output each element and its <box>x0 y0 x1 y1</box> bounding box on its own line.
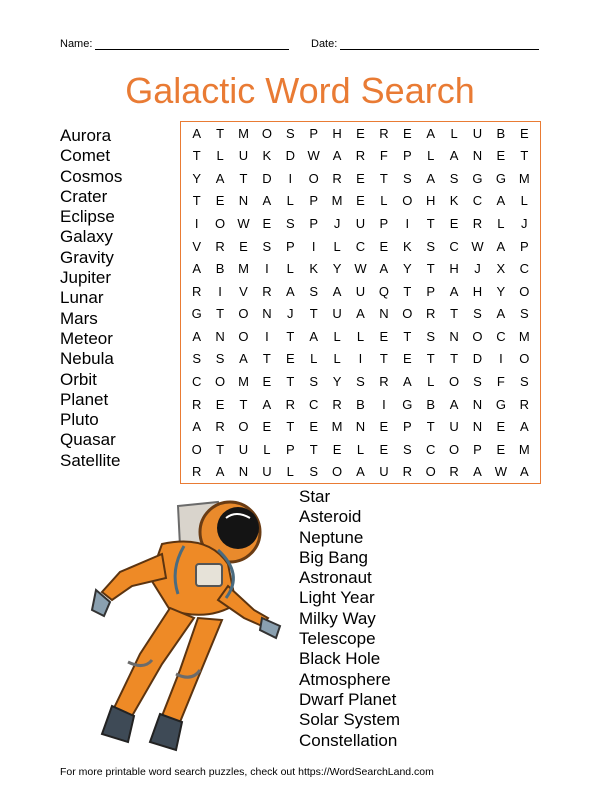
grid-letter: I <box>382 396 386 412</box>
grid-letter: T <box>216 306 225 322</box>
grid-letter: T <box>239 396 248 412</box>
grid-letter: I <box>311 238 316 254</box>
grid-letter: E <box>262 419 272 435</box>
grid-letter: T <box>192 148 201 164</box>
grid-letter: Y <box>402 261 412 277</box>
grid-letter: A <box>426 125 436 141</box>
grid-letter: S <box>402 441 412 457</box>
grid-letter: U <box>472 125 483 141</box>
grid-letter: T <box>450 351 459 367</box>
grid-letter: R <box>332 396 342 412</box>
grid-letter: I <box>265 261 269 277</box>
footer-note: For more printable word search puzzles, check out https://WordSearchLand.com <box>60 766 434 778</box>
grid-letter: E <box>239 238 248 254</box>
grid-letter: E <box>332 441 342 457</box>
grid-letter: T <box>520 148 529 164</box>
grid-letter: Y <box>332 261 342 277</box>
grid-letter: W <box>471 238 484 254</box>
grid-letter: E <box>379 419 389 435</box>
word-item: Black Hole <box>299 649 381 669</box>
grid-letter: L <box>450 125 458 141</box>
word-list-bottom <box>299 487 400 751</box>
grid-letter: L <box>356 441 365 457</box>
grid-letter: F <box>379 148 388 164</box>
grid-letter: E <box>496 441 506 457</box>
grid-letter: S <box>192 351 202 367</box>
grid-letter: R <box>355 148 366 164</box>
grid-letter: B <box>356 396 365 412</box>
grid-letter: N <box>379 306 389 322</box>
grid-letter: C <box>472 193 483 209</box>
word-item: Gravity <box>60 247 114 267</box>
grid-letter: A <box>262 193 272 209</box>
grid-letter: A <box>402 373 412 389</box>
grid-letter: R <box>192 464 202 480</box>
grid-letter: D <box>262 170 272 186</box>
word-item: Big Bang <box>299 547 368 567</box>
grid-letter: M <box>238 125 249 141</box>
grid-letter: T <box>192 193 201 209</box>
grid-letter: L <box>263 441 271 457</box>
grid-letter: G <box>402 396 413 412</box>
grid-letter: V <box>239 283 248 299</box>
grid-letter: M <box>518 170 530 186</box>
grid-letter: C <box>496 328 506 344</box>
grid-letter: R <box>192 396 202 412</box>
grid-letter: K <box>309 261 319 277</box>
grid-letter: M <box>331 193 343 209</box>
grid-letter: C <box>425 441 436 457</box>
grid-letter: K <box>402 238 412 254</box>
grid-letter: T <box>286 328 295 344</box>
word-item: Galaxy <box>60 227 113 247</box>
word-item: Constellation <box>299 730 398 750</box>
grid-letter: H <box>425 193 436 209</box>
word-item: Eclipse <box>60 207 115 227</box>
word-item: Planet <box>60 389 109 409</box>
grid-letter: S <box>309 373 319 389</box>
word-item: Pluto <box>60 410 99 430</box>
word-search-grid <box>180 121 541 484</box>
grid-letter: A <box>285 283 295 299</box>
grid-letter: A <box>496 306 506 322</box>
grid-letter: F <box>496 373 505 389</box>
grid-letter: U <box>355 283 366 299</box>
grid-letter: X <box>496 261 506 277</box>
grid-letter: T <box>286 419 295 435</box>
grid-letter: T <box>379 351 388 367</box>
grid-letter: A <box>449 283 459 299</box>
grid-letter: L <box>310 351 318 367</box>
grid-letter: S <box>519 306 529 322</box>
astronaut-illustration <box>58 494 288 762</box>
grid-letter: P <box>402 148 412 164</box>
word-item: Crater <box>60 186 108 206</box>
grid-letter: O <box>449 441 460 457</box>
grid-letter: O <box>449 373 460 389</box>
grid-letter: L <box>286 464 294 480</box>
grid-letter: S <box>262 238 272 254</box>
grid-letter: L <box>497 216 505 232</box>
grid-letter: P <box>519 238 529 254</box>
grid-letter: Y <box>192 170 202 186</box>
page-title: Galactic Word Search <box>125 70 475 111</box>
grid-letter: E <box>356 170 365 186</box>
word-item: Meteor <box>60 328 113 348</box>
grid-letter: P <box>402 419 412 435</box>
grid-letter: P <box>309 193 319 209</box>
grid-letter: I <box>288 170 293 186</box>
grid-letter: K <box>262 148 272 164</box>
grid-letter: N <box>472 396 483 412</box>
grid-letter: S <box>309 283 319 299</box>
grid-letter: N <box>472 419 483 435</box>
grid-letter: C <box>519 261 529 277</box>
grid-letter: O <box>238 328 249 344</box>
grid-letter: S <box>473 306 482 322</box>
grid-letter: R <box>332 170 342 186</box>
grid-letter: Q <box>378 283 389 299</box>
grid-letter: E <box>402 125 412 141</box>
grid-letter: A <box>519 464 529 480</box>
grid-letter: O <box>261 125 272 141</box>
word-item: Mars <box>60 308 98 328</box>
grid-letter: C <box>355 238 366 254</box>
grid-letter: E <box>309 419 319 435</box>
grid-letter: E <box>379 441 389 457</box>
grid-letter: P <box>309 125 319 141</box>
grid-letter: O <box>402 193 413 209</box>
grid-letter: T <box>403 328 412 344</box>
word-item: Jupiter <box>60 268 112 288</box>
grid-letter: I <box>405 216 410 232</box>
grid-letter: T <box>286 373 295 389</box>
grid-letter: N <box>215 328 225 344</box>
grid-letter: L <box>333 351 341 367</box>
grid-letter: D <box>472 351 483 367</box>
grid-letter: O <box>472 328 483 344</box>
grid-letter: T <box>216 125 225 141</box>
grid-letter: S <box>473 373 482 389</box>
grid-letter: L <box>333 328 341 344</box>
grid-letter: E <box>356 193 365 209</box>
grid-letter: Y <box>332 373 342 389</box>
word-item: Dwarf Planet <box>299 689 397 709</box>
grid-letter: C <box>192 373 202 389</box>
grid-letter: U <box>355 216 366 232</box>
grid-letter: A <box>192 261 202 277</box>
word-item: Light Year <box>299 588 375 608</box>
grid-letter: M <box>518 328 530 344</box>
word-item: Comet <box>60 146 111 166</box>
name-input-line[interactable] <box>95 39 289 50</box>
grid-letter: U <box>449 419 459 435</box>
grid-letter: H <box>472 283 483 299</box>
grid-letter: O <box>191 441 202 457</box>
grid-letter: A <box>332 283 342 299</box>
word-item: Nebula <box>60 349 114 369</box>
grid-letter: S <box>215 351 225 367</box>
grid-letter: C <box>449 238 459 254</box>
grid-letter: I <box>265 328 269 344</box>
grid-letter: W <box>237 216 250 232</box>
grid-letter: B <box>496 125 506 141</box>
grid-letter: J <box>287 306 294 322</box>
grid-letter: A <box>192 125 202 141</box>
grid-letter: R <box>402 464 412 480</box>
grid-letter: N <box>449 328 459 344</box>
grid-letter: M <box>238 373 249 389</box>
grid-letter: A <box>426 170 436 186</box>
grid-letter: L <box>356 328 365 344</box>
grid-letter: E <box>402 351 412 367</box>
grid-letter: S <box>285 216 295 232</box>
grid-letter: O <box>215 373 226 389</box>
word-item: Milky Way <box>299 608 376 628</box>
grid-letter: S <box>402 170 412 186</box>
grid-letter: P <box>309 216 319 232</box>
grid-letter: E <box>215 396 225 412</box>
word-item: Star <box>299 487 331 506</box>
grid-letter: H <box>332 125 342 141</box>
grid-letter: G <box>495 396 506 412</box>
grid-letter: S <box>309 464 319 480</box>
grid-letter: O <box>519 283 530 299</box>
grid-letter: E <box>379 238 389 254</box>
grid-letter: T <box>309 441 318 457</box>
word-item: Quasar <box>60 430 116 450</box>
date-input-line[interactable] <box>340 39 539 50</box>
grid-letter: L <box>286 193 294 209</box>
grid-letter: N <box>238 193 249 209</box>
word-item: Atmosphere <box>299 669 391 689</box>
grid-letter: T <box>239 170 248 186</box>
grid-letter: N <box>238 464 249 480</box>
word-item: Cosmos <box>60 166 123 186</box>
grid-letter: T <box>309 306 318 322</box>
grid-letter: M <box>331 419 343 435</box>
grid-letter: I <box>218 283 222 299</box>
grid-letter: G <box>495 170 506 186</box>
grid-letter: E <box>496 148 506 164</box>
grid-letter: S <box>449 170 459 186</box>
grid-letter: A <box>496 193 506 209</box>
grid-letter: B <box>215 261 225 277</box>
grid-letter: R <box>379 373 389 389</box>
grid-letter: A <box>192 328 202 344</box>
grid-letter: N <box>262 306 272 322</box>
word-item: Telescope <box>299 629 376 649</box>
grid-letter: T <box>379 170 388 186</box>
word-item: Lunar <box>60 288 104 308</box>
grid-letter: N <box>472 148 483 164</box>
grid-letter: R <box>262 283 272 299</box>
grid-letter: J <box>474 261 481 277</box>
word-item: Aurora <box>60 126 112 145</box>
grid-letter: A <box>215 464 225 480</box>
grid-letter: A <box>192 419 202 435</box>
grid-letter: U <box>238 148 249 164</box>
grid-letter: M <box>238 261 249 277</box>
grid-letter: I <box>499 351 503 367</box>
grid-letter: A <box>356 464 365 480</box>
grid-letter: D <box>285 148 295 164</box>
word-item: Satellite <box>60 450 121 470</box>
grid-letter: A <box>473 464 482 480</box>
grid-letter: A <box>309 328 319 344</box>
grid-letter: I <box>358 351 363 367</box>
grid-letter: R <box>192 283 202 299</box>
grid-letter: J <box>521 216 528 232</box>
grid-letter: O <box>402 306 413 322</box>
grid-letter: E <box>262 373 272 389</box>
grid-letter: E <box>496 419 506 435</box>
grid-letter: I <box>194 216 199 232</box>
grid-letter: J <box>333 216 341 232</box>
grid-letter: A <box>449 396 459 412</box>
grid-letter: R <box>379 125 389 141</box>
grid-letter: E <box>449 216 459 232</box>
grid-letter: P <box>426 283 436 299</box>
grid-letter: T <box>216 441 225 457</box>
word-item: Solar System <box>299 710 401 730</box>
grid-letter: A <box>496 238 506 254</box>
grid-letter: L <box>520 193 528 209</box>
grid-letter: O <box>308 170 319 186</box>
grid-letter: R <box>449 464 459 480</box>
grid-letter: P <box>473 441 482 457</box>
grid-letter: K <box>449 193 459 209</box>
grid-letter: L <box>216 148 224 164</box>
grid-letter: R <box>519 396 529 412</box>
grid-letter: T <box>262 351 271 367</box>
grid-letter: T <box>403 283 412 299</box>
date-label: Date: <box>311 38 338 50</box>
grid-letter: T <box>426 351 435 367</box>
grid-letter: N <box>355 419 366 435</box>
grid-letter: B <box>426 396 436 412</box>
grid-letter: O <box>215 216 226 232</box>
grid-letter: W <box>354 261 367 277</box>
grid-letter: O <box>238 306 249 322</box>
grid-letter: G <box>191 306 202 322</box>
grid-letter: V <box>192 238 202 254</box>
grid-letter: A <box>239 351 248 367</box>
grid-letter: E <box>262 216 272 232</box>
grid-letter: G <box>472 170 483 186</box>
grid-letter: L <box>427 373 435 389</box>
grid-letter: L <box>380 193 388 209</box>
grid-letter: E <box>519 125 529 141</box>
grid-letter: R <box>285 396 295 412</box>
grid-letter: L <box>333 238 341 254</box>
grid-letter: S <box>356 373 365 389</box>
grid-letter: U <box>379 464 389 480</box>
grid-letter: P <box>285 441 295 457</box>
word-item: Astronaut <box>299 568 372 588</box>
grid-letter: O <box>519 351 530 367</box>
grid-letter: C <box>308 396 319 412</box>
grid-letter: L <box>286 261 294 277</box>
grid-letter: R <box>215 419 225 435</box>
grid-letter: A <box>356 306 365 322</box>
grid-letter: S <box>519 373 529 389</box>
grid-letter: T <box>426 216 435 232</box>
grid-letter: R <box>425 306 436 322</box>
grid-letter: T <box>426 419 435 435</box>
grid-letter: A <box>262 396 272 412</box>
grid-letter: H <box>449 261 459 277</box>
grid-letter: A <box>449 148 459 164</box>
grid-letter: Y <box>496 283 506 299</box>
grid-letter: M <box>518 441 530 457</box>
grid-letter: W <box>494 464 508 480</box>
grid-letter: E <box>215 193 225 209</box>
grid-letter: R <box>472 216 483 232</box>
grid-letter: S <box>426 328 436 344</box>
grid-letter: E <box>379 328 389 344</box>
grid-letter: S <box>285 125 295 141</box>
grid-letter: A <box>519 419 529 435</box>
word-item: Neptune <box>299 527 364 547</box>
grid-letter: P <box>379 216 389 232</box>
word-item: Orbit <box>60 369 97 389</box>
grid-letter: S <box>426 238 436 254</box>
grid-letter: W <box>307 148 320 164</box>
word-item: Asteroid <box>299 507 362 527</box>
grid-letter: T <box>426 261 435 277</box>
grid-letter: O <box>425 464 436 480</box>
grid-letter: L <box>427 148 435 164</box>
grid-letter: O <box>238 419 249 435</box>
grid-letter: U <box>332 306 342 322</box>
grid-letter: U <box>238 441 249 457</box>
grid-letter: P <box>285 238 295 254</box>
name-field[interactable] <box>60 38 289 50</box>
grid-letter: U <box>262 464 272 480</box>
grid-letter: A <box>379 261 389 277</box>
date-field[interactable] <box>311 38 539 50</box>
word-list-left <box>60 126 122 471</box>
grid-letter: E <box>285 351 295 367</box>
grid-letter: T <box>450 306 459 322</box>
grid-letter: R <box>215 238 225 254</box>
grid-letter: A <box>332 148 342 164</box>
grid-letter: E <box>356 125 365 141</box>
grid-letter: O <box>332 464 343 480</box>
name-label: Name: <box>60 38 93 50</box>
grid-letter: A <box>215 170 225 186</box>
